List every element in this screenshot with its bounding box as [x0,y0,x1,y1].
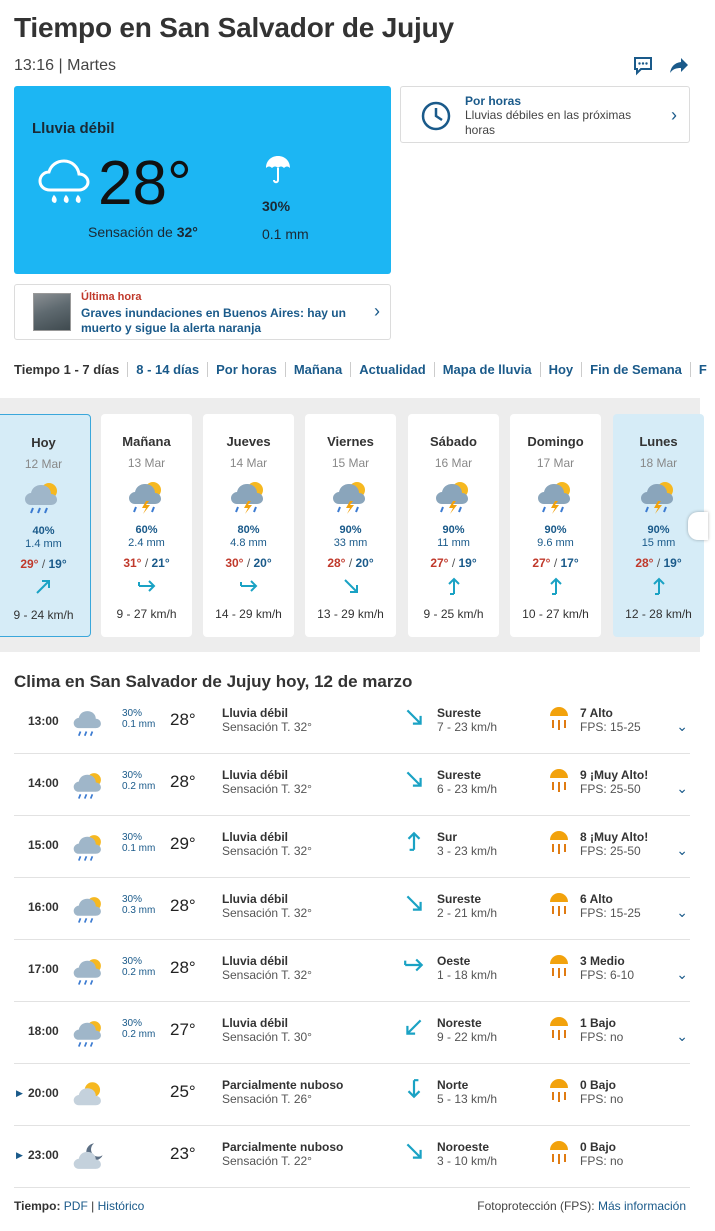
more-info-link[interactable]: Más información [597,1199,686,1213]
hour-temp: 28° [170,710,196,729]
day-temps: 29° / 19° [20,557,67,571]
breaking-news-card[interactable] [14,284,391,340]
hour-time: 17:00 [28,962,59,976]
hour-fps: FPS: 25-50 [580,844,641,858]
comment-icon[interactable] [632,54,654,76]
day-precip-prob: 90% [647,524,670,536]
footer-label: Tiempo: [14,1199,61,1213]
hour-time: 23:00 [28,1148,59,1162]
hour-wind-direction: Noreste [437,1016,482,1030]
tab-hoy[interactable]: Hoy [540,362,582,377]
chevron-down-icon[interactable]: ⌄ [676,904,688,920]
tab-mapa-de-lluvia[interactable]: Mapa de lluvia [434,362,540,377]
day-wind: 9 - 24 km/h [13,608,74,622]
hour-condition: Parcialmente nuboso [222,1140,344,1154]
hour-wind-direction: Sureste [437,706,482,720]
day-min: 17° [560,556,579,570]
hour-temp: 28° [170,958,196,977]
tab-fin-de-semana[interactable]: Fin de Semana [581,362,690,377]
tab-8-14-dias[interactable]: 8 - 14 días [127,362,207,377]
sun-storm-icon [434,476,474,516]
clock-icon [421,101,451,131]
hour-fps: FPS: no [580,1092,624,1106]
hour-precip [122,832,155,854]
hour-temp: 29° [170,834,196,853]
hour-precip-prob: 30% [122,894,143,905]
hour-feels-like: Sensación T. 32° [222,844,312,858]
day-date: 18 Mar [639,456,678,470]
day-temps: 28° / 19° [635,556,682,570]
hour-wind-speed: 3 - 23 km/h [437,844,498,858]
day-precip-prob: 90% [339,524,362,536]
hourly-title: Por horas [465,94,522,108]
hour-uv-level: 8 ¡Muy Alto! [580,830,649,844]
hour-condition: Lluvia débil [222,830,289,844]
expand-arrow-icon[interactable]: ▶ [16,1088,23,1098]
day-precip-amount: 2.4 mm [128,537,165,549]
hour-precip-amount: 0.3 mm [122,905,156,916]
page-title: Tiempo en San Salvador de Jujuy [14,12,454,43]
day-precip-amount: 33 mm [333,537,368,549]
news-thumbnail [33,293,71,331]
hour-wind-direction: Oeste [437,954,471,968]
day-date: 12 Mar [24,457,63,471]
current-day: Martes [67,57,117,74]
historico-link[interactable]: Histórico [97,1199,145,1213]
hour-uv-level: 3 Medio [580,954,625,968]
footer-links [14,1199,144,1213]
hour-temp: 25° [170,1082,196,1101]
day-precip-prob: 90% [442,524,465,536]
sun-cloud-rain-icon [72,830,106,864]
hour-precip [122,1018,155,1040]
pdf-link[interactable]: PDF [63,1199,88,1213]
chevron-right-icon: › [671,105,677,125]
breaking-news-tag: Última hora [81,291,142,303]
table-row[interactable] [14,1126,690,1188]
day-name: Lunes [639,434,678,449]
current-condition: Lluvia débil [32,120,115,137]
day-precip-amount: 4.8 mm [230,537,267,549]
day-card[interactable] [203,414,294,637]
day-name: Jueves [226,434,271,449]
day-wind: 10 - 27 km/h [522,607,589,621]
hour-uv-level: 0 Bajo [580,1078,617,1092]
sun-cloud-rain-icon [72,1016,106,1050]
table-row[interactable] [14,816,690,878]
sun-storm-icon [331,476,371,516]
hour-wind-speed: 1 - 18 km/h [437,968,498,982]
hour-condition: Lluvia débil [222,954,289,968]
hour-condition: Lluvia débil [222,1016,289,1030]
day-max: 29° [20,557,39,571]
feels-like-value: 32° [176,224,198,240]
hour-time: 16:00 [28,900,59,914]
hour-precip [122,956,155,978]
hour-condition: Parcialmente nuboso [222,1078,344,1092]
hour-precip-prob: 30% [122,1018,143,1029]
chevron-down-icon[interactable]: ⌄ [676,780,688,796]
uv-sun-icon [548,1078,570,1106]
hour-condition: Lluvia débil [222,706,289,720]
day-card[interactable] [305,414,396,637]
day-name: Viernes [327,434,374,449]
hour-time: 14:00 [28,776,59,790]
share-icon[interactable] [668,54,690,76]
day-wind: 12 - 28 km/h [625,607,692,621]
hour-precip-amount: 0.2 mm [122,1029,156,1040]
day-name: Sábado [430,434,477,449]
day-precip-prob: 80% [237,524,260,536]
day-min: 20° [355,556,374,570]
chevron-down-icon[interactable]: ⌄ [676,842,688,858]
hour-precip-prob: 30% [122,708,143,719]
top-actions [632,54,690,76]
hour-wind-direction: Sureste [437,768,482,782]
wind-arrow-icon [341,576,361,596]
uv-sun-icon [548,830,570,858]
chevron-right-icon: › [374,301,380,321]
day-temps: 27° / 17° [532,556,579,570]
expand-arrow-icon[interactable]: ▶ [16,1150,23,1160]
day-date: 16 Mar [434,456,473,470]
day-temps: 27° / 19° [430,556,477,570]
tab-1-7-dias[interactable]: Tiempo 1 - 7 días [14,362,120,377]
hour-precip-amount: 0.1 mm [122,843,156,854]
day-precip-prob: 90% [544,524,567,536]
hour-temp: 28° [170,772,196,791]
table-row[interactable] [14,692,690,754]
hour-feels-like: Sensación T. 22° [222,1154,312,1168]
hour-uv-level: 6 Alto [580,892,613,906]
uv-sun-icon [548,706,570,734]
hour-wind-speed: 3 - 10 km/h [437,1154,498,1168]
day-date: 13 Mar [127,456,166,470]
day-max: 28° [635,556,654,570]
day-date: 17 Mar [536,456,575,470]
wind-arrow-icon [403,768,425,790]
hour-uv-level: 0 Bajo [580,1140,617,1154]
wind-arrow-icon [137,576,157,596]
tab-more[interactable]: F [690,362,715,377]
uv-sun-icon [548,1140,570,1168]
cloud-rain-icon [36,156,92,208]
hour-temp: 28° [170,896,196,915]
day-precip-prob: 40% [32,525,55,537]
uv-sun-icon [548,768,570,796]
chevron-down-icon[interactable]: ⌄ [676,966,688,982]
day-max: 28° [327,556,346,570]
hour-fps: FPS: 25-50 [580,782,641,796]
wind-arrow-icon [403,706,425,728]
hour-fps: FPS: 15-25 [580,720,641,734]
hour-precip [122,708,155,730]
table-row[interactable] [14,878,690,940]
sun-cloud-rain-icon [72,954,106,988]
hour-precip-prob: 30% [122,956,143,967]
hour-feels-like: Sensación T. 32° [222,968,312,982]
day-wind: 9 - 27 km/h [116,607,177,621]
day-card[interactable] [408,414,499,637]
hour-wind-speed: 5 - 13 km/h [437,1092,498,1106]
sun-storm-icon [229,476,269,516]
hour-time: 15:00 [28,838,59,852]
sun-storm-icon [127,476,167,516]
fps-label: Fotoprotección (FPS): [477,1199,595,1213]
day-date: 14 Mar [229,456,268,470]
hour-time: 13:00 [28,714,59,728]
sun-storm-icon [639,476,679,516]
tab-por-horas[interactable]: Por horas [207,362,285,377]
scroll-next-button[interactable] [688,512,708,540]
day-max: 31° [123,556,142,570]
precip-amount: 0.1 mm [262,226,309,242]
day-temps: 30° / 20° [225,556,272,570]
hour-feels-like: Sensación T. 30° [222,1030,312,1044]
hour-precip [122,770,155,792]
sun-cloud-rain-icon [72,768,106,802]
hour-uv-level: 1 Bajo [580,1016,617,1030]
day-name: Domingo [527,434,584,449]
hour-wind-speed: 9 - 22 km/h [437,1030,498,1044]
hour-wind-direction: Noroeste [437,1140,490,1154]
hour-wind-direction: Norte [437,1078,469,1092]
day-precip-amount: 9.6 mm [537,537,574,549]
hour-precip-amount: 0.1 mm [122,719,156,730]
day-min: 20° [253,556,272,570]
day-name: Hoy [31,435,56,450]
current-time-day [14,57,116,75]
hour-precip-amount: 0.2 mm [122,967,156,978]
day-wind: 9 - 25 km/h [423,607,484,621]
day-precip-amount: 11 mm [437,537,470,549]
tab-manana[interactable]: Mañana [285,362,350,377]
day-card[interactable] [101,414,192,637]
tab-actualidad[interactable]: Actualidad [350,362,433,377]
day-precip-amount: 1.4 mm [25,538,62,550]
current-time: 13:16 [14,57,55,74]
day-precip-prob: 60% [135,524,158,536]
feels-like-label: Sensación de [88,224,173,240]
uv-sun-icon [548,1016,570,1044]
news-headline: Graves inundaciones en Buenos Aires: hay un muerto y sigue la alerta naranja [81,306,346,335]
feels-like [88,224,198,240]
hour-feels-like: Sensación T. 26° [222,1092,312,1106]
table-row[interactable] [14,754,690,816]
hourly-forecast-link[interactable] [400,86,690,143]
chevron-down-icon[interactable]: ⌄ [676,1028,688,1044]
wind-arrow-icon [649,576,669,596]
wind-arrow-icon [33,577,53,597]
hour-fps: FPS: no [580,1154,624,1168]
sun-cloud-rain-icon [72,892,106,926]
wind-arrow-icon [546,576,566,596]
wind-arrow-icon [403,1016,425,1038]
hour-fps: FPS: no [580,1030,624,1044]
hour-wind-direction: Sureste [437,892,482,906]
sun-cloud-icon [72,1078,106,1112]
hour-temp: 27° [170,1020,196,1039]
forecast-tabs [14,362,715,377]
day-min: 21° [151,556,170,570]
hour-feels-like: Sensación T. 32° [222,782,312,796]
hour-fps: FPS: 15-25 [580,906,641,920]
hour-uv-level: 9 ¡Muy Alto! [580,768,649,782]
wind-arrow-icon [444,576,464,596]
hour-precip-amount: 0.2 mm [122,781,156,792]
day-wind: 13 - 29 km/h [317,607,384,621]
hour-uv-level: 7 Alto [580,706,613,720]
wind-arrow-icon [403,830,425,852]
hour-condition: Lluvia débil [222,892,289,906]
hour-fps: FPS: 6-10 [580,968,635,982]
precip-probability: 30% [262,198,291,214]
wind-arrow-icon [239,576,259,596]
uv-sun-icon [548,954,570,982]
table-row[interactable] [14,940,690,1002]
separator: | [91,1199,95,1213]
current-temperature: 28° [98,149,192,218]
hour-precip-prob: 30% [122,832,143,843]
chevron-down-icon[interactable]: ⌄ [676,718,688,734]
daily-forecast-strip [0,398,700,652]
hour-precip [122,894,155,916]
umbrella-icon [264,154,292,186]
hour-time: 18:00 [28,1024,59,1038]
day-date: 15 Mar [331,456,370,470]
hour-feels-like: Sensación T. 32° [222,720,312,734]
moon-cloud-icon [72,1140,106,1174]
day-card[interactable] [510,414,601,637]
uv-sun-icon [548,892,570,920]
hour-wind-direction: Sur [437,830,458,844]
day-temps: 31° / 21° [123,556,170,570]
hour-wind-speed: 7 - 23 km/h [437,720,498,734]
fps-info [477,1199,686,1213]
day-temps: 28° / 20° [327,556,374,570]
hour-condition: Lluvia débil [222,768,289,782]
table-row[interactable] [14,1002,690,1064]
day-card[interactable] [0,414,91,637]
day-min: 19° [458,556,477,570]
wind-arrow-icon [403,1078,425,1100]
wind-arrow-icon [403,954,425,976]
day-name: Mañana [122,434,171,449]
hourly-description: Lluvias débiles en las próximas horas [465,108,632,137]
hour-wind-speed: 2 - 21 km/h [437,906,498,920]
table-row[interactable] [14,1064,690,1126]
hour-time: 20:00 [28,1086,59,1100]
day-min: 19° [48,557,67,571]
sun-storm-icon [536,476,576,516]
day-precip-amount: 15 mm [641,537,676,549]
day-max: 30° [225,556,244,570]
day-min: 19° [663,556,682,570]
sun-cloud-rain-icon [23,477,63,517]
hour-precip-prob: 30% [122,770,143,781]
wind-arrow-icon [403,1140,425,1162]
hour-feels-like: Sensación T. 32° [222,906,312,920]
wind-arrow-icon [403,892,425,914]
cloud-rain-icon [72,706,106,740]
day-max: 27° [430,556,449,570]
separator: | [58,57,63,74]
day-wind: 14 - 29 km/h [215,607,282,621]
day-max: 27° [532,556,551,570]
hour-temp: 23° [170,1144,196,1163]
section-title: Clima en San Salvador de Jujuy hoy, 12 de marzo [14,672,413,691]
hour-wind-speed: 6 - 23 km/h [437,782,498,796]
current-weather-card[interactable] [14,86,391,274]
